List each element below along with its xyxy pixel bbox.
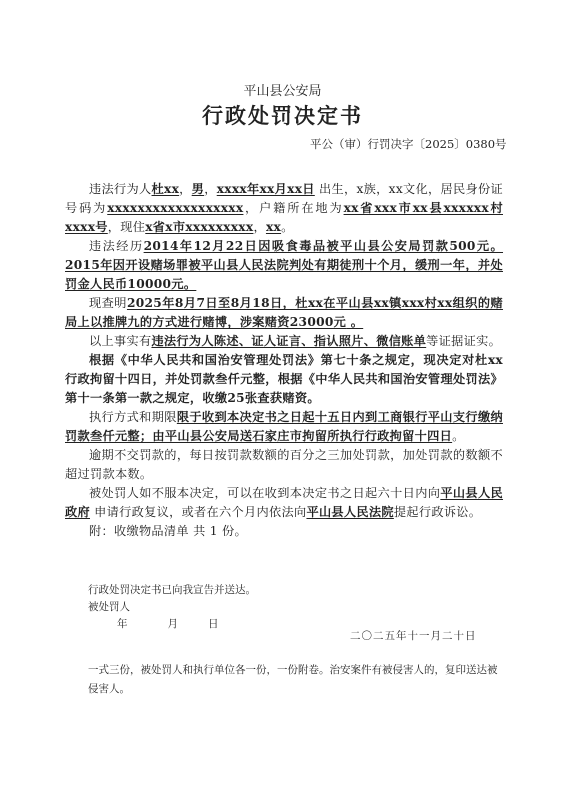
text: 。 [346, 315, 364, 329]
paragraph-execution [65, 408, 503, 446]
paragraph-decision: 根据《中华人民共和国治安管理处罚法》第七十条之规定，现决定对杜xx行政拘留十四日，并处罚款叁仟元整，根据《中华人民共和国治安管理处罚法》第十一条第一款之规定，收缴25张查获赌资。 [65, 353, 503, 405]
offender-residence: x省x市xxxxxxxxx [145, 220, 254, 234]
review-authority: 平山县人民政府 [65, 486, 504, 519]
offender-dob: xxxx年xx月xx日 [216, 182, 315, 196]
day-label: 日 [208, 618, 219, 630]
signature-date-blank [117, 616, 219, 631]
paragraph-offender [65, 180, 503, 237]
offender-hukou: xx省xxx市xx县xxxxxx村xxxx号 [65, 201, 503, 234]
litigation-court: 平山县人民法院 [306, 505, 394, 519]
issuing-agency: 平山县公安局 [243, 84, 322, 99]
offender-id-number: xxxxxxxxxxxxxxxxxx [107, 201, 244, 215]
text: 提起行政诉讼。 [393, 505, 482, 519]
document-number: 平公（审）行罚决字〔2025〕0380号 [310, 137, 507, 151]
issue-date: 二〇二五年十一月二十日 [350, 630, 477, 642]
text: ， [204, 182, 217, 196]
paragraph-attachment: 附：收缴物品清单 共 1 份。 [89, 524, 247, 538]
text: 被处罚人如不服本决定，可以在收到本决定书之日起六十日内向 [89, 486, 441, 500]
paragraph-appeal [65, 484, 503, 522]
text: 执行方式和期限 [89, 410, 177, 424]
paragraph-history [65, 237, 503, 294]
text: 出生，x族，xx文化，居民身份证号码为 [65, 182, 504, 215]
text: 违法经历 [89, 239, 144, 253]
text: ， [253, 220, 266, 234]
paragraph-late-fee: 逾期不交罚款的，每日按罚款数额的百分之三加处罚款，加处罚款的数额不超过罚款本数。 [65, 448, 503, 481]
document-body [65, 180, 503, 541]
execution-method: 限于收到本决定书之日起十五日内到工商银行平山支行缴纳罚款叁仟元整；由平山县公安局送石家庄市拘留所执行行政拘留十四日 [65, 410, 503, 443]
text: 申请行政复议，或者在六个月内依法向 [89, 505, 307, 519]
text: ，现住 [107, 220, 146, 234]
text: 。 [452, 429, 465, 443]
text: 现查明 [89, 296, 127, 310]
text: 违法行为人 [89, 182, 152, 196]
month-label: 月 [167, 618, 178, 630]
evidence-list: 违法行为人陈述、证人证言、指认照片、微信账单 [151, 334, 427, 348]
text: ，户籍所在地为 [243, 201, 344, 215]
text: 以上事实有 [89, 334, 152, 348]
footer-note: 一式三份，被处罚人和执行单位各一份，一份附卷。治安案件有被侵害人的，复印送达被侵害人。 [88, 664, 498, 695]
paragraph-facts [65, 294, 503, 332]
text: 等证据证实。 [426, 334, 502, 348]
paragraph-evidence [65, 332, 503, 351]
offender-name: 杜xx [151, 182, 180, 196]
text: ， [179, 182, 192, 196]
case-facts: 2025年8月7日至8月18日，杜xx在平山县xx镇xxx村xx组织的赌局上以推牌九的方式进行赌博，涉案赌资23000元 [65, 296, 504, 329]
offender-gender: 男 [191, 182, 205, 196]
recipient-label: 被处罚人 [88, 601, 130, 613]
receipt-statement: 行政处罚决定书已向我宣告并送达。 [88, 584, 256, 596]
offender-extra: xx [265, 220, 282, 234]
offense-history: 2014年12月22日因吸食毒品被平山县公安局罚款500元。2015年因开设赌场罪被平山县人民法院判处有期徒刑十个月，缓刑一年，并处罚金人民币10000元。 [65, 239, 504, 291]
text: 。 [281, 220, 294, 234]
year-label: 年 [117, 618, 128, 630]
document-title: 行政处罚决定书 [202, 103, 363, 128]
